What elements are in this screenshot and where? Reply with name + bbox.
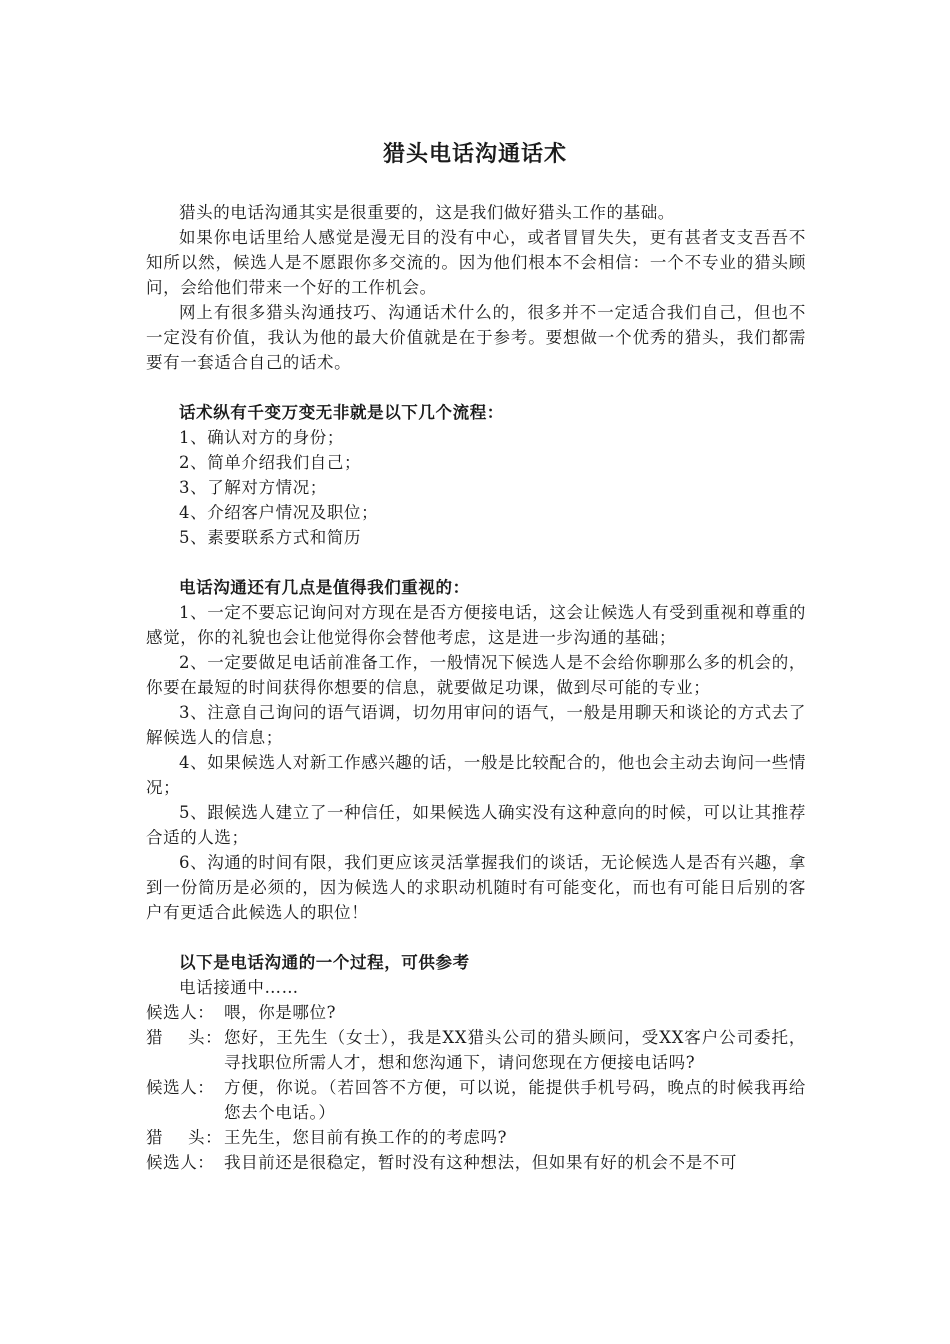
dialogue-text: 王先生，您目前有换工作的的考虑吗? [224,1128,508,1147]
dialogue-text: 方便，你说。（若回答不方便，可以说，能提供手机号码，晚点的时候我再给您去个电话。） [224,1078,806,1122]
point-item: 2、一定要做足电话前准备工作，一般情况下候选人是不会给你聊那么多的机会的，你要在最短的时间获得你想要的信息，就要做足功课，做到尽可能的专业； [146,653,806,697]
document-body [146,200,806,1175]
speaker-candidate: 候选人： [146,1078,215,1097]
speaker-candidate: 候选人： [146,1153,215,1172]
point-item: 6、沟通的时间有限，我们更应该灵活掌握我们的谈话，无论候选人是否有兴趣，拿到一份简历是必须的，因为候选人的求职动机随时有可能变化，而也有可能日后别的客户有更适合此候选人的职位！ [146,853,806,922]
flow-item: 3、了解对方情况； [179,478,327,497]
point-item: 3、注意自己询问的语气语调，切勿用审问的语气，一般是用聊天和谈论的方式去了解候选人的信息； [146,703,806,747]
flow-heading: 话术纵有千变万变无非就是以下几个流程： [179,403,504,422]
dialogue-line [146,1000,806,1025]
flow-item: 1、确认对方的身份； [179,428,344,447]
dialogue-line [146,1125,806,1150]
point-item: 1、一定不要忘记询问对方现在是否方便接电话，这会让候选人有受到重视和尊重的感觉，你的礼貌也会让他觉得你会替他考虑，这是进一步沟通的基础； [146,603,806,647]
flow-item: 4、介绍客户情况及职位； [179,503,379,522]
point-item: 4、如果候选人对新工作感兴趣的话，一般是比较配合的，他也会主动去询问一些情况； [146,753,806,797]
intro-paragraph: 网上有很多猎头沟通技巧、沟通话术什么的，很多并不一定适合我们自己，但也不一定没有价值，我认为他的最大价值就是在于参考。要想做一个优秀的猎头，我们都需要有一套适合自己的话术。 [146,303,806,372]
speaker-hunter: 猎 头： [146,1128,223,1147]
speaker-candidate: 候选人： [146,1003,215,1022]
flow-item: 2、简单介绍我们自己； [179,453,362,472]
page-title: 猎头电话沟通话术 [382,142,567,167]
dialogue-text: 我目前还是很稳定，暂时没有这种想法，但如果有好的机会不是不可 [224,1153,737,1172]
dialogue-line [146,1150,806,1175]
dialogue-text: 您好，王先生（女士），我是XX猎头公司的猎头顾问，受XX客户公司委托，寻找职位所需人才，想和您沟通下，请问您现在方便接电话吗? [224,1028,806,1072]
speaker-hunter: 猎 头： [146,1028,223,1047]
intro-paragraph: 猎头的电话沟通其实是很重要的，这是我们做好猎头工作的基础。 [179,203,675,222]
intro-paragraph: 如果你电话里给人感觉是漫无目的没有中心，或者冒冒失失，更有甚者支支吾吾不知所以然，候选人是不愿跟你多交流的。因为他们根本不会相信：一个不专业的猎头顾问，会给他们带来一个好的工作机会。 [146,228,806,297]
dialogue-connect: 电话接通中…… [179,978,299,997]
dialogue-heading: 以下是电话沟通的一个过程，可供参考 [179,953,470,972]
point-item: 5、跟候选人建立了一种信任，如果候选人确实没有这种意向的时候，可以让其推荐合适的人选； [146,803,806,847]
dialogue-line [146,1075,806,1125]
flow-item: 5、素要联系方式和简历 [179,528,362,547]
dialogue-line [146,1025,806,1075]
dialogue-text: 喂，你是哪位? [224,1003,337,1022]
points-heading: 电话沟通还有几点是值得我们重视的： [179,578,470,597]
